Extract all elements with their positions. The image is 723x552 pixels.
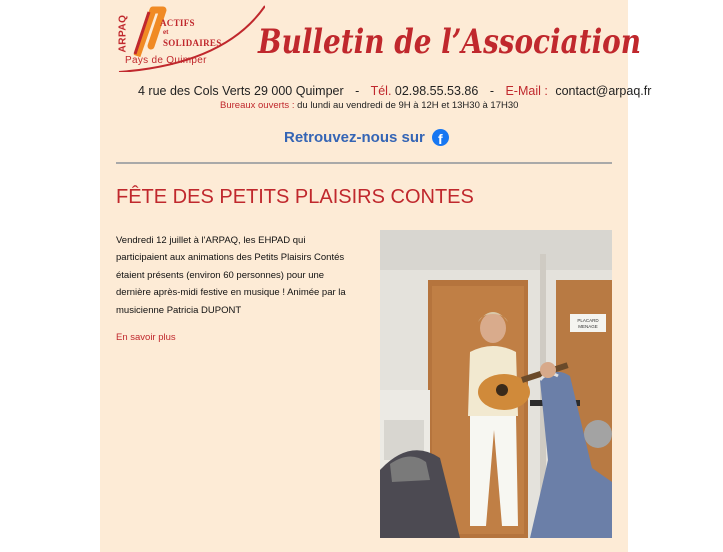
logo-tagline: Pays de Quimper [125,55,207,66]
bulletin-title: Bulletin de l’Association [258,22,642,62]
arpaq-logo[interactable] [115,4,265,72]
article-body: Vendredi 12 juillet à l'ARPAQ, les EHPAD qui participaient aux animations des Petits Plaisirs Contés étaient présents (environ 60 personnes) pour une dernière après-midi festive en musique ! Animée par la musicienne Patricia DUPONT [116,235,346,316]
separator: - [355,84,360,98]
contact-line [138,84,651,98]
logo-line-actifs: ACTIFS [160,18,195,28]
hours-label: Bureaux ouverts : [220,100,295,111]
facebook-icon[interactable]: f [432,129,449,146]
opening-hours [220,100,518,111]
email-link[interactable]: contact@arpaq.fr [555,84,652,98]
sign-line-2: MENAGE [578,324,598,329]
read-more-link[interactable]: En savoir plus [116,332,176,343]
phone-number[interactable]: 02.98.55.53.86 [394,84,479,98]
logo-vertical-text: ARPAQ [117,14,129,53]
social-link[interactable] [284,126,449,148]
separator: - [489,84,494,98]
article-photo[interactable] [380,230,612,538]
logo-line-solidaires: SOLIDAIRES [163,38,222,48]
email-label: E-Mail : [505,84,548,98]
photo-musician-image [380,230,612,538]
sign-line-1: PLACARD [577,318,599,323]
logo-line-et: et [163,28,169,36]
phone-label: Tél. [370,84,392,98]
hours-value: du lundi au vendredi de 9H à 12H et 13H30 à 17H30 [297,100,519,111]
article-headline: FÊTE DES PETITS PLAISIRS CONTES [116,186,474,208]
address: 4 rue des Cols Verts 29 000 Quimper [138,84,344,98]
divider [116,162,612,164]
social-text[interactable]: Retrouvez-nous sur [284,128,425,146]
